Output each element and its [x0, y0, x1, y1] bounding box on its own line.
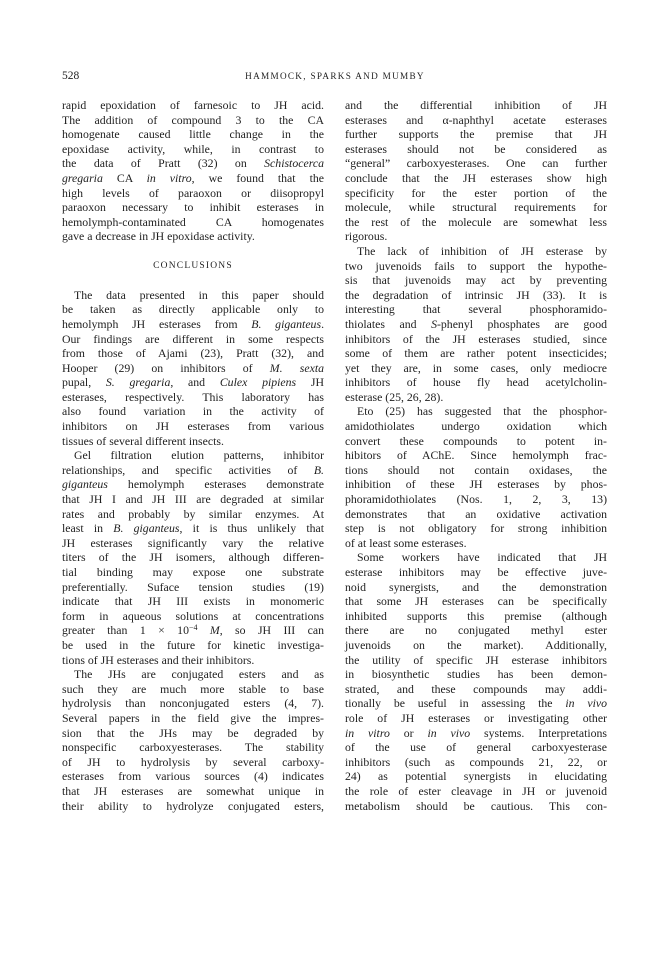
- text-line: interesting that several phosphoramido-: [345, 302, 607, 317]
- text-line: JH esterases significantly vary the relative: [62, 535, 324, 550]
- text-line: Gel filtration elution patterns, inhibitor: [74, 448, 324, 463]
- text-line: tial binding may expose one substrate: [62, 565, 324, 579]
- text-line: hibitors of AChE. Since hemolymph frac-: [345, 448, 607, 463]
- text-line: esterases from various sources (4) indicates: [62, 769, 324, 784]
- text-line: amidothiolates undergo oxidation which: [345, 419, 607, 434]
- text-line: specificity for the ester portion of the: [345, 185, 607, 200]
- text-line: preferentially. Suface tension studies (19): [62, 579, 324, 594]
- text-line: least in B. giganteus, it is thus unlikely that: [62, 521, 325, 536]
- text-line: the role of ester cleavage in JH or juvenoid: [345, 783, 607, 798]
- text-line: inhibitors (such as compounds 21, 22, or: [345, 754, 607, 769]
- text-line: that some JH esterases can be specifically: [345, 594, 607, 609]
- text-line: Hooper (29) on inhibitors of M. sexta: [62, 360, 324, 375]
- page-number: 528: [62, 70, 80, 82]
- text-line: conclude that the JH esterases show high: [345, 170, 607, 185]
- text-line: hydrolysis than nonconjugated esters (4, 7).: [62, 696, 324, 711]
- text-line: step is not obligatory for strong inhibition: [345, 521, 607, 536]
- text-line: esterases, respectively. This laboratory has: [62, 389, 324, 404]
- text-line: also found variation in the activity of: [62, 404, 324, 419]
- text-line: esterase (25, 26, 28).: [345, 389, 444, 404]
- text-line: their ability to hydrolyze conjugated esters,: [62, 798, 324, 813]
- text-line: the rest of the molecule are somewhat less: [345, 214, 607, 229]
- text-line: The lack of inhibition of JH esterase by: [357, 243, 607, 258]
- text-line: 24) as potential synergists in elucidating: [345, 769, 607, 784]
- text-line: Eto (25) has suggested that the phosphor-: [357, 404, 607, 419]
- text-line: role of JH esterases or investigating other: [345, 710, 607, 725]
- text-line: relationships, and specific activities of B.: [62, 462, 324, 477]
- section-heading: CONCLUSIONS: [153, 260, 233, 271]
- text-line: noid synergists, and the demonstration: [345, 579, 607, 594]
- text-line: in vitro or in vivo systems. Interpretations: [345, 725, 608, 740]
- text-line: esterases and α-naphthyl acetate esterases: [345, 112, 607, 127]
- right-column: [345, 98, 607, 813]
- text-line: in biosynthetic studies has been demon-: [345, 667, 607, 682]
- text-line: molecule, while structural requirements for: [345, 200, 607, 215]
- text-line: the utility of specific JH esterase inhibitors: [345, 652, 607, 667]
- text-line: gave a decrease in JH epoxidase activity.: [62, 229, 255, 244]
- text-line: such they are much more stable to base: [62, 681, 324, 696]
- line-spacer: [62, 244, 324, 259]
- text-line: and the differential inhibition of JH: [345, 98, 607, 112]
- text-line: tions should not contain oxidases, the: [345, 462, 607, 477]
- text-line: “general” carboxyesterases. One can further: [345, 156, 607, 171]
- text-line: that JH esterases are somewhat unique in: [62, 783, 324, 798]
- text-line: be taken as directly applicable only to: [62, 302, 324, 317]
- text-line: esterases should not be considered as: [345, 141, 607, 156]
- text-line: demonstrates that an oxidative activation: [345, 506, 607, 521]
- text-line: Several papers in the field give the impres-: [62, 710, 324, 725]
- text-line: inhibited supports this premise (although: [345, 608, 607, 623]
- text-line: yet they are, in some cases, only mediocre: [345, 360, 607, 375]
- text-line: inhibitors of house fly head acetylcholin-: [345, 375, 607, 390]
- text-line: from those of Ajami (23), Pratt (32), and: [62, 346, 324, 361]
- text-line: greater than $1 \times 10^{-4}$ M, so JH III can: [62, 623, 324, 638]
- text-line: strated, and these compounds may addi-: [345, 681, 607, 696]
- text-line: juvenoids on the market). Additionally,: [345, 637, 607, 652]
- text-line: tissues of several different insects.: [62, 433, 224, 448]
- running-head: HAMMOCK, SPARKS AND MUMBY: [245, 71, 425, 81]
- text-line: giganteus hemolymph esterases demonstrate: [62, 477, 324, 492]
- text-line: The data presented in this paper should: [74, 287, 324, 302]
- text-line: the data of Pratt (32) on Schistocerca: [62, 156, 324, 171]
- text-line: inhibitors on JH esterases from various: [62, 419, 324, 434]
- text-line: hemolymph JH esterases from B. giganteus.: [62, 316, 325, 331]
- text-line: paraoxon necessary to inhibit esterases in: [62, 200, 324, 215]
- page-header: [62, 70, 608, 86]
- text-line: of at least some esterases.: [345, 535, 467, 550]
- text-line: metabolism should be cautious. This con-: [345, 798, 607, 813]
- text-line: of the use of general carboxyesterase: [345, 740, 607, 755]
- text-line: that JH I and JH III are degraded at similar: [62, 492, 324, 507]
- text-line: there are no conjugated methyl ester: [345, 623, 607, 638]
- text-line: The addition of compound 3 to the CA: [62, 112, 324, 127]
- text-line: Some workers have indicated that JH: [357, 550, 607, 565]
- text-line: thiolates and S-phenyl phosphates are good: [345, 316, 607, 331]
- text-line: some of them are rather potent insecticides;: [345, 346, 607, 361]
- text-line: convert these compounds to potent in-: [345, 433, 607, 448]
- text-line: two juvenoids fails to support the hypothe-: [345, 258, 607, 273]
- text-line: high levels of paraoxon or diisopropyl: [62, 185, 324, 200]
- text-line: further supports the premise that JH: [345, 127, 607, 142]
- text-line: be used in the future for kinetic investiga-: [62, 637, 324, 652]
- text-line: rates and probably by similar enzymes. At: [62, 506, 324, 521]
- text-line: epoxidase activity, while, in contrast to: [62, 141, 324, 156]
- text-line: tions of JH esterases and their inhibitors.: [62, 652, 255, 667]
- text-line: phoramidothiolates (Nos. 1, 2, 3, 13): [345, 492, 607, 507]
- text-line: Our findings are different in some respects: [62, 331, 324, 346]
- text-line: tionally be useful in assessing the in vivo: [345, 696, 607, 711]
- text-line: esterase inhibitors may be effective juve-: [345, 565, 607, 579]
- line-spacer: [62, 273, 324, 288]
- text-line: homogenate caused little change in the: [62, 127, 324, 142]
- text-line: inhibitors of the JH esterases studied, since: [345, 331, 607, 346]
- text-line: rigorous.: [345, 229, 388, 244]
- text-line: The JHs are conjugated esters and as: [74, 667, 324, 682]
- text-line: nonspecific carboxyesterases. The stability: [62, 740, 324, 755]
- text-line: form in aqueous solutions at concentrations: [62, 608, 324, 623]
- text-line: inhibition of these JH esterases by phos-: [345, 477, 607, 492]
- text-line: hemolymph-contaminated CA homogenates: [62, 214, 324, 229]
- text-line: pupal, S. gregaria, and Culex pipiens JH: [62, 375, 325, 390]
- text-line: titers of the JH isomers, although differen-: [62, 550, 324, 565]
- text-line: sion that the JHs may be degraded by: [62, 725, 324, 740]
- text-line: sis that juvenoids may act by preventing: [345, 273, 607, 288]
- text-line: rapid epoxidation of farnesoic to JH acid.: [62, 98, 324, 112]
- text-line: gregaria CA in vitro, we found that the: [62, 170, 324, 185]
- text-line: of JH to hydrolysis by several carboxy-: [62, 754, 324, 769]
- text-line: indicate that JH III exists in monomeric: [62, 594, 324, 609]
- text-line: the degradation of intrinsic JH (33). It is: [345, 287, 607, 302]
- left-column: [62, 98, 324, 813]
